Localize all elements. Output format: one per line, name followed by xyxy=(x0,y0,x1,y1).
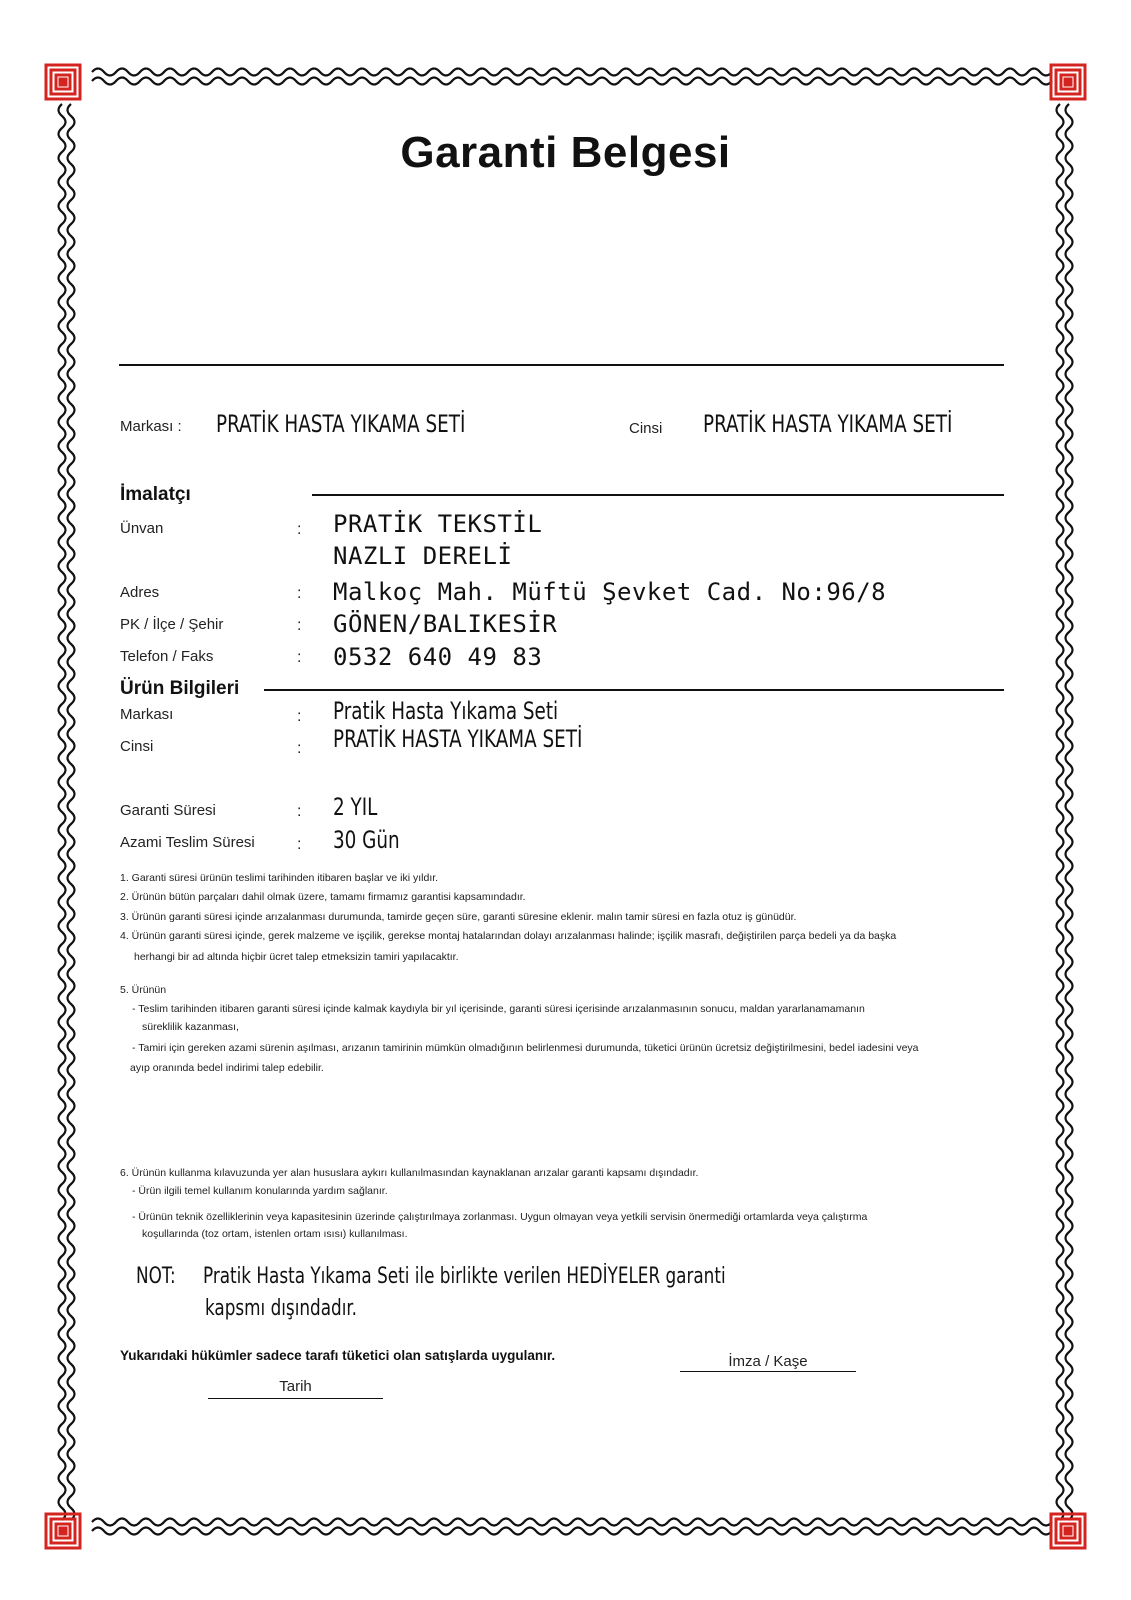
term-2: 2. Ürünün bütün parçaları dahil olmak üzere, tamamı firmamız garantisi kapsamındadır. xyxy=(120,891,526,903)
term-5: 5. Ürünün xyxy=(120,984,167,996)
note-line1: Pratik Hasta Yıkama Seti ile birlikte verilen HEDİYELER garanti xyxy=(203,1264,726,1289)
corner-ornament-bottom-right xyxy=(1051,1514,1085,1548)
top-wave-1 xyxy=(92,78,1052,85)
unvan-value-line1: PRATİK TEKSTİL xyxy=(333,510,543,538)
term-5d: ayıp oranında bedel indirimi talep edebilir. xyxy=(130,1062,324,1074)
term-5a: - Teslim tarihinden itibaren garanti süresi içinde kalmak kaydıyla bir yıl içerisinde, garanti süresi içerisinde arızalanmasının sonucu, maldan yararlanamamanın xyxy=(132,1003,865,1015)
adres-colon: : xyxy=(297,585,302,602)
tel-colon: : xyxy=(297,649,302,666)
unvan-label: Ünvan xyxy=(120,520,164,537)
unvan-value-line2: NAZLI DERELİ xyxy=(333,542,513,570)
manufacturer-heading: İmalatçı xyxy=(120,484,191,505)
left-wave-1 xyxy=(68,104,75,1520)
term-6c: koşullarında (toz ortam, istenlen ortam ısısı) kullanılması. xyxy=(142,1228,408,1240)
term-4-cont: herhangi bir ad altında hiçbir ücret talep etmeksizin tamiri yapılacaktır. xyxy=(134,951,459,963)
term-5b: süreklilik kazanması, xyxy=(142,1021,239,1033)
header-markasi-value: PRATİK HASTA YIKAMA SETİ xyxy=(216,410,466,438)
signature-stamp-line: İmza / Kaşe xyxy=(680,1353,856,1372)
product-heading: Ürün Bilgileri xyxy=(120,678,240,699)
bottom-wave-0 xyxy=(92,1519,1052,1526)
corner-ornament-top-left xyxy=(46,65,80,99)
garanti-suresi-colon: : xyxy=(297,803,302,820)
header-markasi-label: Markası : xyxy=(120,418,182,435)
date-line xyxy=(208,1398,383,1399)
garanti-suresi-label: Garanti Süresi xyxy=(120,802,216,819)
term-3: 3. Ürünün garanti süresi içinde arızalanması durumunda, tamirde geçen süre, garanti süresine eklenir. malın tamir süresi en fazla otuz iş günüdür. xyxy=(120,911,797,923)
date-line-label: Tarih xyxy=(279,1378,312,1395)
top-wave-0 xyxy=(92,69,1052,76)
product-cinsi-label: Cinsi xyxy=(120,738,154,755)
term-6b: - Ürünün teknik özelliklerinin veya kapasitesinin üzerinde çalıştırılmaya zorlanması. Uygun olmayan veya yetkili servisin önermediği ortamlarda veya çalıştırma xyxy=(132,1211,868,1223)
term-6: 6. Ürünün kullanma kılavuzunda yer alan hususlara aykırı kullanılmasından kaynaklanan arızalar garanti kapsamı dışındadır. xyxy=(120,1167,699,1179)
title-divider xyxy=(119,364,1004,366)
term-6a: - Ürün ilgili temel kullanım konularında yardım sağlanır. xyxy=(132,1185,388,1197)
pk-label: PK / İlçe / Şehir xyxy=(120,616,224,633)
teslim-suresi-colon: : xyxy=(297,836,302,853)
note-label: NOT: xyxy=(136,1264,176,1289)
right-wave-0 xyxy=(1057,104,1064,1520)
footer-statement: Yukarıdaki hükümler sadece tarafı tüketici olan satışlarda uygulanır. xyxy=(120,1348,556,1363)
term-1: 1. Garanti süresi ürünün teslimi tarihinden itibaren başlar ve iki yıldır. xyxy=(120,872,439,884)
teslim-suresi-label: Azami Teslim Süresi xyxy=(120,834,255,851)
teslim-suresi-value: 30 Gün xyxy=(333,826,400,854)
document-title: Garanti Belgesi xyxy=(400,128,731,177)
unvan-colon: : xyxy=(297,521,302,538)
product-cinsi-colon: : xyxy=(297,740,302,757)
garanti-suresi-value: 2 YIL xyxy=(333,793,378,821)
product-markasi-label: Markası xyxy=(120,706,174,723)
term-5c: - Tamiri için gereken azami sürenin aşılması, arızanın tamirinin mümkün olmadığının belirlenmesi durumunda, tüketici ürünün ücretsiz değiştirilmesini, bedel iadesini veya xyxy=(132,1042,919,1054)
term-4: 4. Ürünün garanti süresi içinde, gerek malzeme ve işçilik, gerekse montaj hatalarından dolayı arızalanması halinde; işçilik masrafı, değiştirilen parça bedeli ya da başka xyxy=(120,930,897,942)
product-markasi-value: Pratik Hasta Yıkama Seti xyxy=(333,697,559,725)
adres-label: Adres xyxy=(120,584,160,601)
adres-value: Malkoç Mah. Müftü Şevket Cad. No:96/8 xyxy=(333,578,887,606)
pk-value: GÖNEN/BALIKESİR xyxy=(333,610,558,638)
corner-ornament-top-right xyxy=(1051,65,1085,99)
bottom-wave-1 xyxy=(92,1528,1052,1535)
tel-value: 0532 640 49 83 xyxy=(333,643,543,671)
left-wave-0 xyxy=(59,104,66,1520)
corner-ornament-bottom-left xyxy=(46,1514,80,1548)
header-cinsi-label: Cinsi xyxy=(629,420,663,437)
pk-colon: : xyxy=(297,617,302,634)
right-wave-1 xyxy=(1066,104,1073,1520)
tel-label: Telefon / Faks xyxy=(120,648,214,665)
product-divider xyxy=(264,689,1004,691)
product-cinsi-value: PRATİK HASTA YIKAMA SETİ xyxy=(333,725,583,753)
note-line2: kapsmı dışındadır. xyxy=(205,1296,357,1321)
header-cinsi-value: PRATİK HASTA YIKAMA SETİ xyxy=(703,410,953,438)
product-markasi-colon: : xyxy=(297,708,302,725)
manufacturer-divider xyxy=(312,494,1004,496)
